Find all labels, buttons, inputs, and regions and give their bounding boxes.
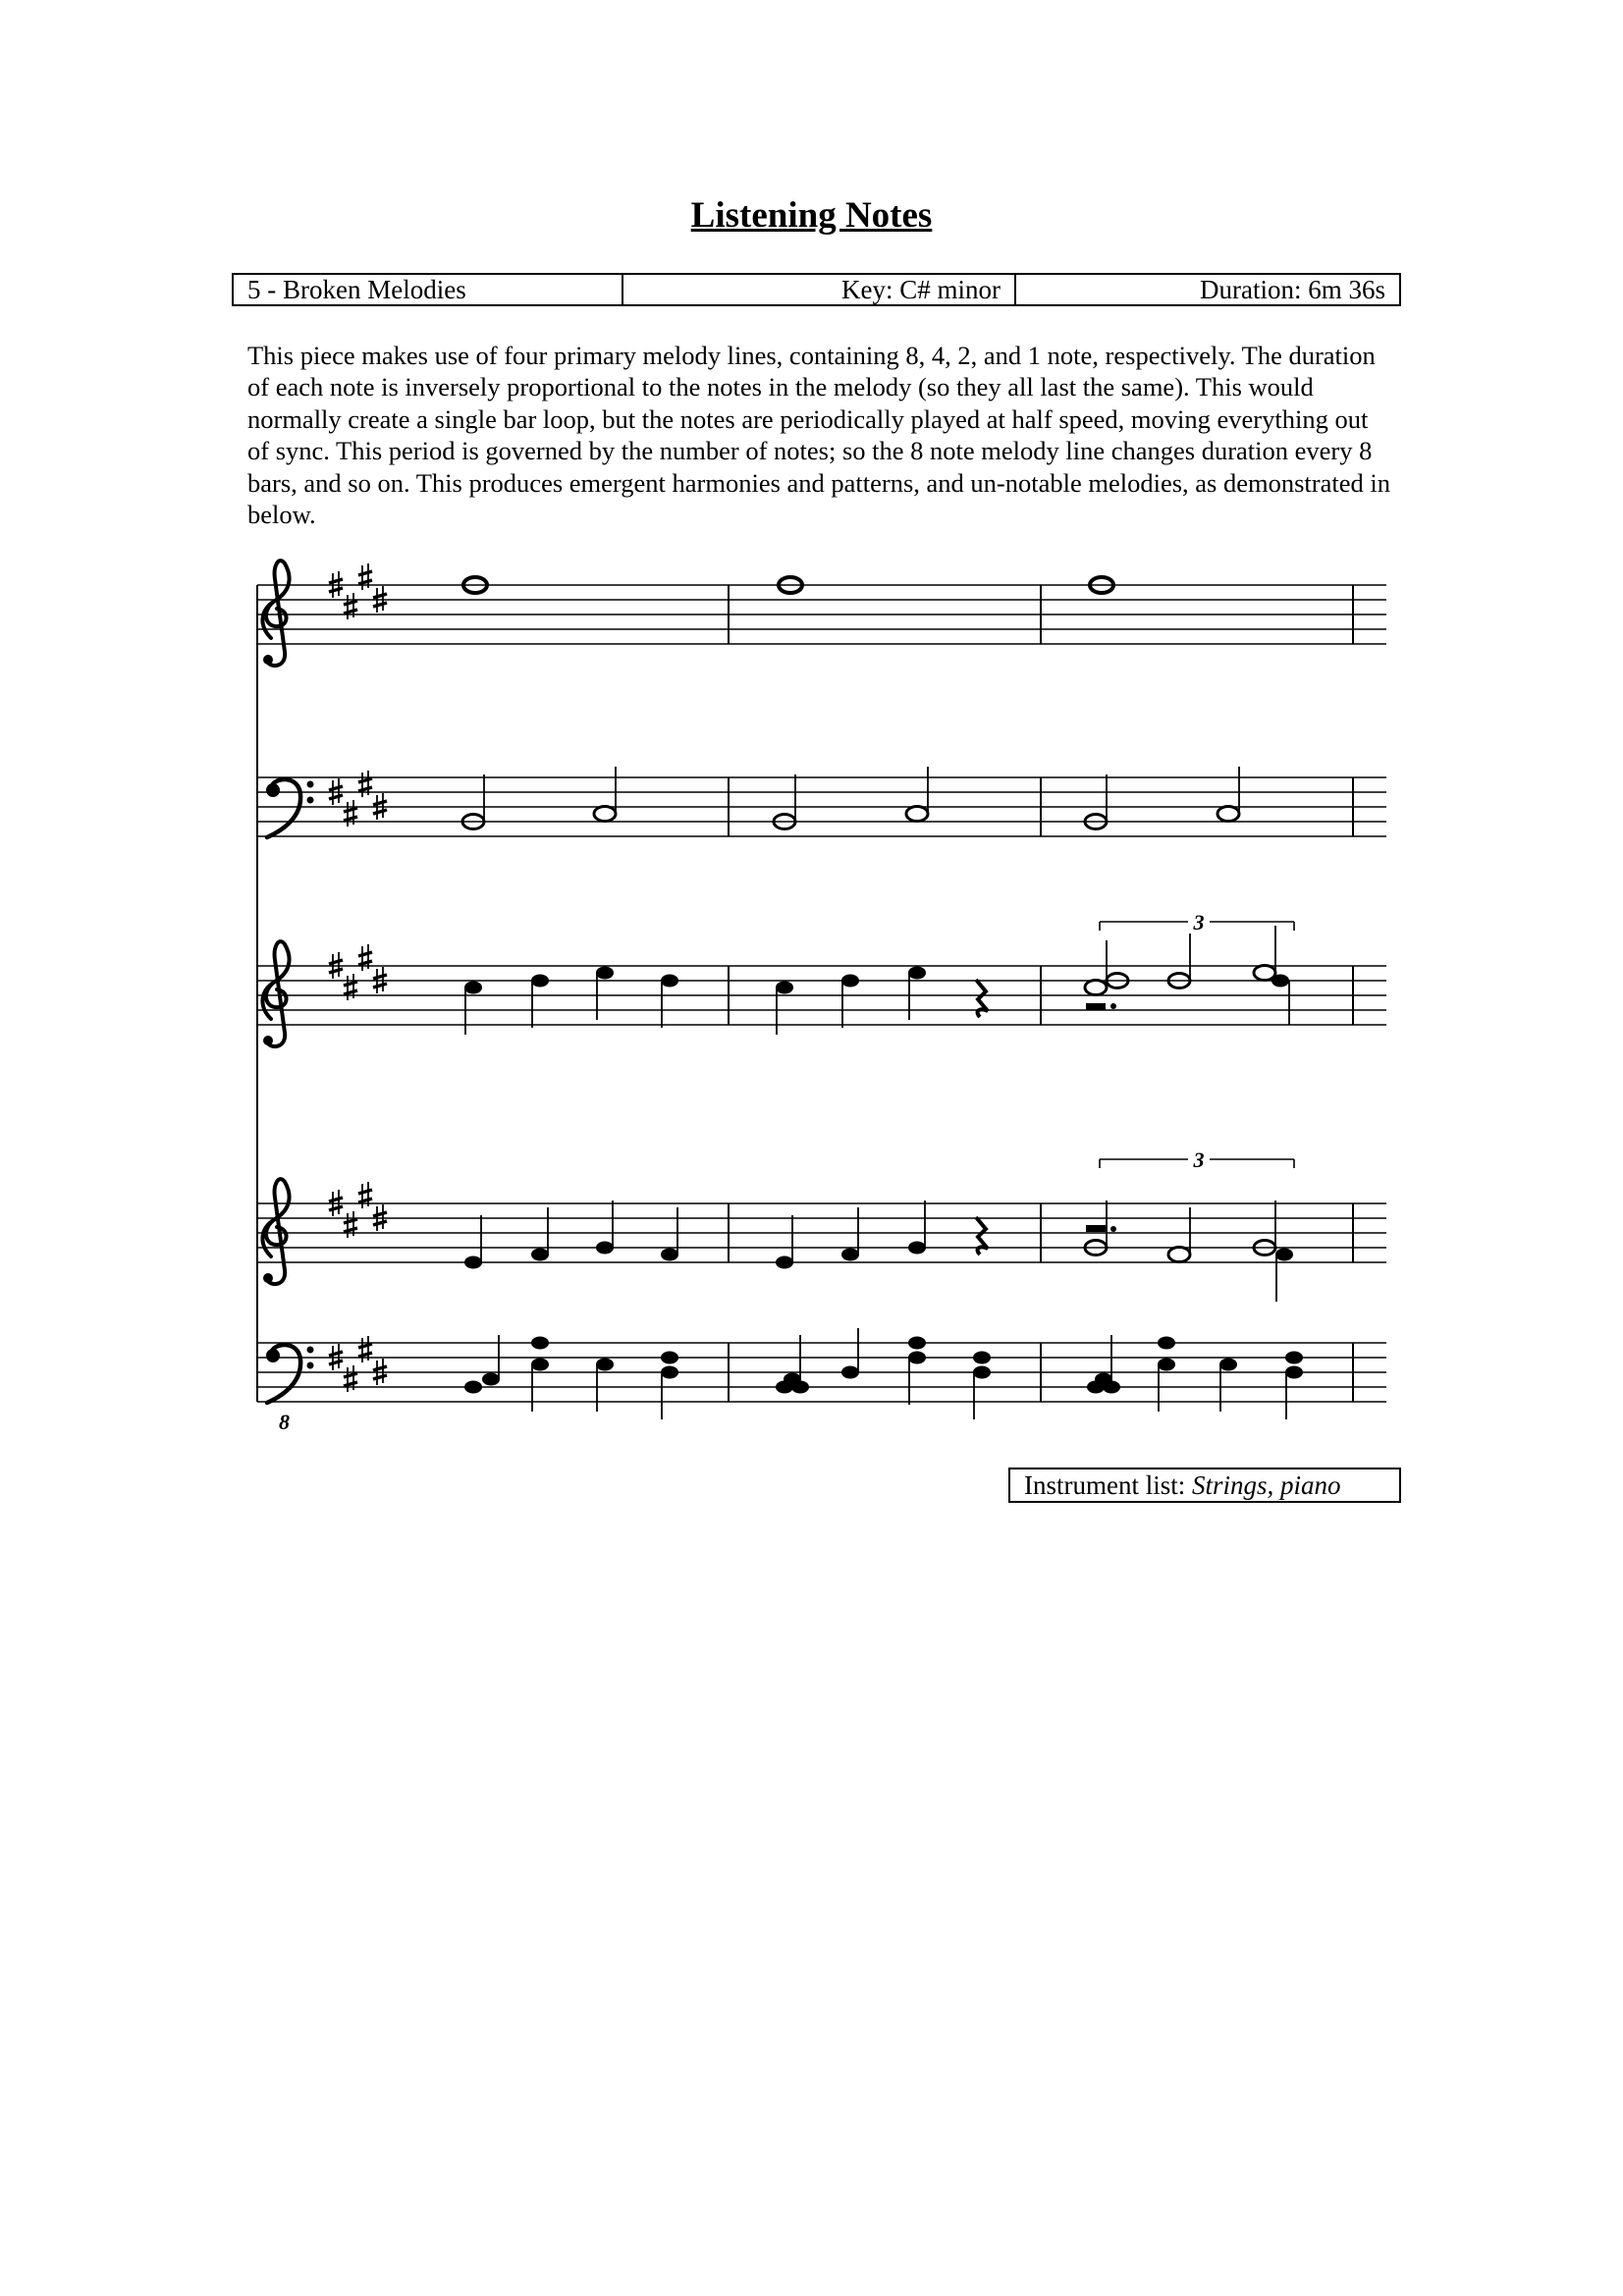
track-duration: Duration: 6m 36s <box>1200 275 1385 304</box>
chord <box>973 1352 991 1420</box>
quarter-note <box>464 1215 482 1269</box>
track-info-table <box>232 273 1401 306</box>
treble-clef-icon <box>262 941 289 1046</box>
quarter-rest <box>976 980 988 1017</box>
track-key: Key: C# minor <box>623 275 1016 304</box>
key-signature <box>329 771 387 827</box>
page-title: Listening Notes <box>690 195 933 236</box>
staff-3 <box>257 910 1386 1046</box>
chord <box>776 1335 809 1394</box>
quarter-note <box>908 967 926 1021</box>
half-note <box>1085 940 1107 995</box>
instrument-label: Instrument list: <box>1024 1470 1186 1500</box>
quarter-note <box>661 1207 678 1261</box>
quarter-note <box>1271 975 1289 1026</box>
quarter-note <box>531 1207 549 1261</box>
key-signature <box>329 1336 387 1392</box>
quarter-note <box>841 1328 859 1379</box>
instrument-value: Strings, piano <box>1192 1470 1341 1500</box>
track-title: 5 - Broken Melodies <box>234 275 623 304</box>
staff-1 <box>257 561 1386 666</box>
quarter-note <box>776 982 793 1036</box>
quarter-note <box>908 1201 926 1255</box>
half-note <box>1085 774 1107 829</box>
half-note <box>1217 767 1239 822</box>
quarter-note <box>596 967 614 1021</box>
chord <box>1285 1352 1303 1420</box>
half-note <box>462 774 484 829</box>
key-signature <box>329 1182 387 1238</box>
description-paragraph: This piece makes use of four primary melody lines, containing 8, 4, 2, and 1 note, respectively. The duration of each note is inversely proportional to the notes in the melody (so they all last the same). This would normally create a single bar loop, but the notes are periodically played at half speed, moving everything out of sync. This period is governed by the number of notes; so the 8 note melody line changes duration every 8 bars, and so on. This produces emergent harmonies and patterns, and un-notable melodies, as demonstrated in below. <box>247 341 1390 530</box>
chord <box>1087 1335 1120 1394</box>
chord <box>1158 1337 1175 1413</box>
octave-marker: 8 <box>279 1410 290 1433</box>
staff-5 <box>257 1328 1386 1433</box>
chord <box>531 1337 549 1413</box>
half-note <box>1254 1201 1275 1255</box>
tuplet-number: 3 <box>1193 1148 1205 1172</box>
quarter-note <box>596 1359 614 1413</box>
half-note <box>906 767 928 822</box>
key-signature <box>329 563 387 619</box>
half-note <box>594 767 616 822</box>
half-note <box>1254 926 1275 981</box>
treble-clef-icon <box>262 561 289 666</box>
staff-4 <box>257 1148 1386 1302</box>
quarter-note <box>841 975 859 1029</box>
chord <box>908 1337 926 1406</box>
chord <box>464 1335 500 1394</box>
half-note <box>774 774 795 829</box>
dotted-half-rest <box>1086 1225 1116 1232</box>
chord <box>661 1352 678 1420</box>
quarter-note <box>1275 1249 1293 1303</box>
tuplet-number: 3 <box>1193 910 1205 934</box>
half-note <box>1168 934 1190 988</box>
half-note <box>1168 1207 1190 1262</box>
key-signature <box>329 944 387 1000</box>
quarter-note <box>776 1215 793 1269</box>
dotted-half-rest <box>1086 1003 1116 1010</box>
music-score <box>245 550 1394 1433</box>
tuplet-bracket <box>1100 910 1294 934</box>
quarter-note <box>531 975 549 1029</box>
instrument-list-box <box>1008 1468 1401 1503</box>
quarter-note <box>661 975 678 1029</box>
quarter-rest <box>976 1217 988 1255</box>
staff-2 <box>257 767 1386 837</box>
quarter-note <box>1219 1359 1237 1413</box>
quarter-note <box>596 1201 614 1255</box>
bass-clef-icon <box>266 779 314 837</box>
treble-clef-icon <box>262 1179 289 1284</box>
quarter-note <box>464 982 482 1036</box>
bass-clef-icon <box>266 1345 314 1403</box>
tuplet-bracket <box>1100 1148 1294 1172</box>
quarter-note <box>841 1207 859 1261</box>
